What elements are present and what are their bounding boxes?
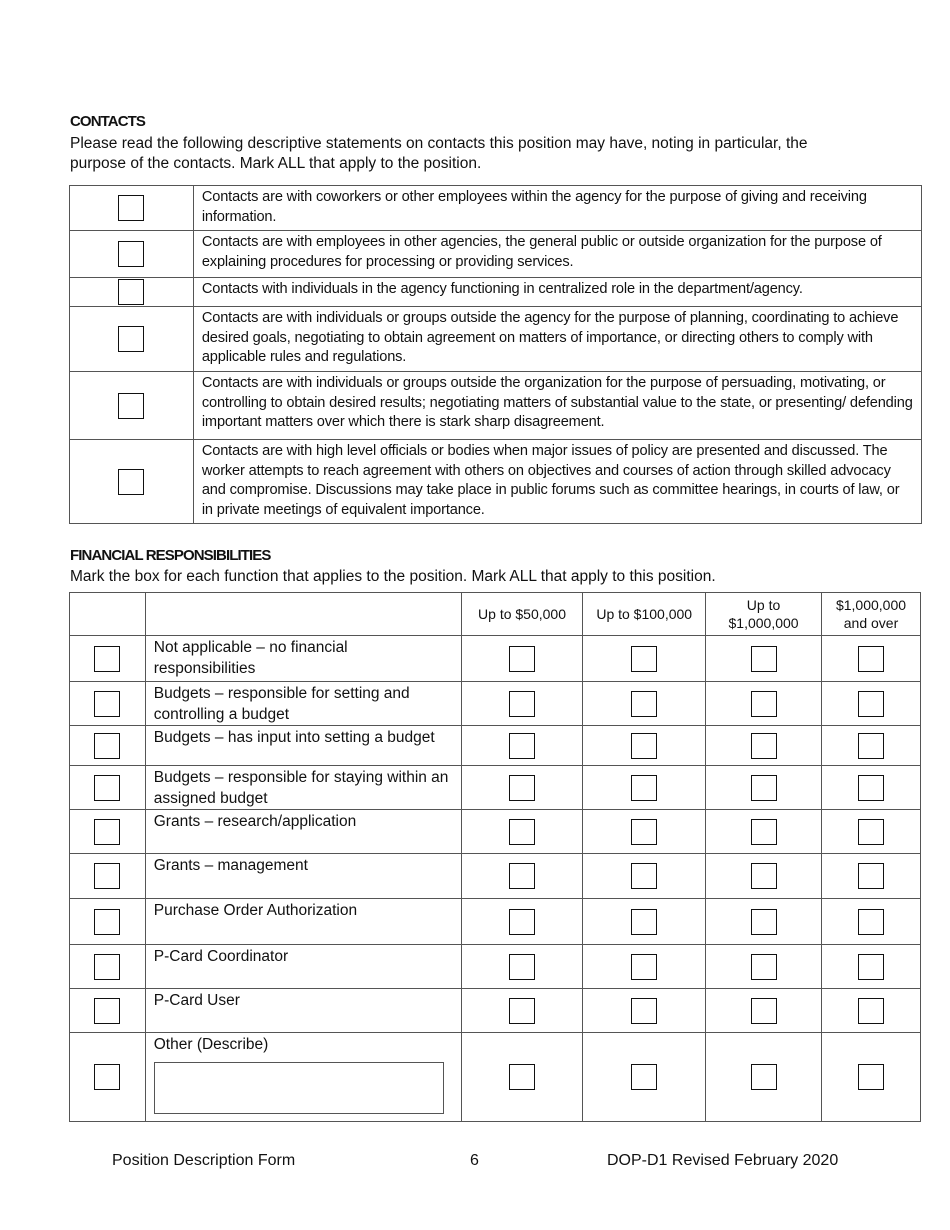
table-row — [70, 899, 921, 945]
table-row — [70, 1033, 921, 1122]
checkbox-pcard-coordinator-50k[interactable] — [509, 954, 535, 980]
footer-revision: DOP-D1 Revised February 2020 — [607, 1152, 839, 1169]
contacts-checkbox-6[interactable] — [118, 469, 144, 495]
checkbox-budgets-staying-over-1m[interactable] — [858, 775, 884, 801]
row-label-other: Other (Describe) — [153, 1036, 269, 1053]
checkbox-pcard-user-100k[interactable] — [631, 998, 657, 1024]
checkbox-other-50k[interactable] — [509, 1064, 535, 1090]
row-checkbox-pcard-user[interactable] — [94, 998, 120, 1024]
financial-intro: Mark the box for each function that applies to the position. Mark ALL that apply to this position. — [70, 568, 716, 585]
checkbox-not-applicable-50k[interactable] — [509, 646, 535, 672]
table-row — [70, 766, 921, 810]
checkbox-budgets-setting-100k[interactable] — [631, 691, 657, 717]
row-label-purchase-order: Purchase Order Authorization — [145, 899, 461, 945]
checkbox-pcard-user-50k[interactable] — [509, 998, 535, 1024]
column-header-100k: Up to $100,000 — [583, 593, 706, 636]
row-checkbox-budgets-staying[interactable] — [94, 775, 120, 801]
contacts-table — [69, 185, 922, 524]
contacts-checkbox-4[interactable] — [118, 326, 144, 352]
contacts-intro: Please read the following descriptive statements on contacts this position may have, noting in particular, the purpose of the contacts. Mark ALL that apply to the position. — [70, 135, 808, 172]
row-label-pcard-user: P-Card User — [145, 989, 461, 1033]
checkbox-grants-management-over-1m[interactable] — [858, 863, 884, 889]
financial-header-row — [70, 593, 921, 636]
contacts-row-text-6: Contacts are with high level officials or bodies when major issues of policy are presented and discussed. The worker attempts to reach agreement with others on objectives and courses of action through skilled advocacy and compromise. Discussions may take place in public forums such as committee hearings, in courts of law, or in private meetings of equivalent importance. — [193, 440, 921, 524]
row-label-not-applicable: Not applicable – no financial responsibilities — [145, 636, 461, 682]
contacts-row — [70, 372, 922, 440]
checkbox-grants-research-50k[interactable] — [509, 819, 535, 845]
contacts-row-text-3: Contacts with individuals in the agency functioning in centralized role in the department/agency. — [193, 278, 921, 307]
table-row — [70, 682, 921, 726]
checkbox-grants-research-1m[interactable] — [751, 819, 777, 845]
contacts-checkbox-1[interactable] — [118, 195, 144, 221]
row-label-budgets-setting: Budgets – responsible for setting and controlling a budget — [145, 682, 461, 726]
row-checkbox-pcard-coordinator[interactable] — [94, 954, 120, 980]
checkbox-purchase-order-50k[interactable] — [509, 909, 535, 935]
checkbox-budgets-staying-1m[interactable] — [751, 775, 777, 801]
other-describe-field[interactable] — [154, 1062, 444, 1114]
checkbox-purchase-order-over-1m[interactable] — [858, 909, 884, 935]
row-label-grants-research: Grants – research/application — [145, 810, 461, 854]
contacts-row — [70, 307, 922, 372]
financial-table — [69, 592, 921, 1122]
checkbox-grants-management-50k[interactable] — [509, 863, 535, 889]
financial-heading: FINANCIAL RESPONSIBILITIES — [70, 547, 271, 564]
column-header-over-1m: $1,000,000 and over — [822, 593, 921, 636]
contacts-row — [70, 231, 922, 278]
checkbox-pcard-coordinator-100k[interactable] — [631, 954, 657, 980]
checkbox-budgets-input-1m[interactable] — [751, 733, 777, 759]
contacts-heading: CONTACTS — [70, 113, 146, 130]
row-label-budgets-input: Budgets – has input into setting a budget — [145, 726, 461, 766]
row-label-grants-management: Grants – management — [145, 854, 461, 899]
checkbox-other-over-1m[interactable] — [858, 1064, 884, 1090]
row-label-pcard-coordinator: P-Card Coordinator — [145, 945, 461, 989]
checkbox-grants-management-100k[interactable] — [631, 863, 657, 889]
row-checkbox-budgets-setting[interactable] — [94, 691, 120, 717]
checkbox-pcard-coordinator-1m[interactable] — [751, 954, 777, 980]
checkbox-purchase-order-100k[interactable] — [631, 909, 657, 935]
table-row — [70, 810, 921, 854]
table-row — [70, 945, 921, 989]
checkbox-grants-research-over-1m[interactable] — [858, 819, 884, 845]
row-checkbox-not-applicable[interactable] — [94, 646, 120, 672]
checkbox-budgets-setting-50k[interactable] — [509, 691, 535, 717]
contacts-row-text-1: Contacts are with coworkers or other employees within the agency for the purpose of giving and receiving information. — [193, 186, 921, 231]
table-row — [70, 854, 921, 899]
table-row — [70, 989, 921, 1033]
checkbox-other-1m[interactable] — [751, 1064, 777, 1090]
contacts-row — [70, 186, 922, 231]
footer-page-number: 6 — [470, 1152, 479, 1169]
checkbox-not-applicable-100k[interactable] — [631, 646, 657, 672]
table-row — [70, 726, 921, 766]
row-checkbox-grants-management[interactable] — [94, 863, 120, 889]
contacts-checkbox-3[interactable] — [118, 279, 144, 305]
checkbox-budgets-setting-1m[interactable] — [751, 691, 777, 717]
checkbox-grants-research-100k[interactable] — [631, 819, 657, 845]
checkbox-budgets-input-over-1m[interactable] — [858, 733, 884, 759]
checkbox-budgets-staying-100k[interactable] — [631, 775, 657, 801]
contacts-row — [70, 278, 922, 307]
contacts-row-text-5: Contacts are with individuals or groups outside the organization for the purpose of persuading, motivating, or controlling to obtain desired results; negotiating matters of substantial value to the state, or presenting/ defending important matters over which there is stark sharp disagreement. — [193, 372, 921, 440]
checkbox-budgets-staying-50k[interactable] — [509, 775, 535, 801]
contacts-checkbox-5[interactable] — [118, 393, 144, 419]
checkbox-other-100k[interactable] — [631, 1064, 657, 1090]
footer-form-name: Position Description Form — [112, 1152, 296, 1169]
checkbox-budgets-input-50k[interactable] — [509, 733, 535, 759]
checkbox-pcard-user-over-1m[interactable] — [858, 998, 884, 1024]
row-checkbox-other[interactable] — [94, 1064, 120, 1090]
checkbox-not-applicable-1m[interactable] — [751, 646, 777, 672]
table-row — [70, 636, 921, 682]
contacts-row — [70, 440, 922, 524]
checkbox-pcard-coordinator-over-1m[interactable] — [858, 954, 884, 980]
contacts-row-text-4: Contacts are with individuals or groups outside the agency for the purpose of planning, coordinating to achieve desired goals, negotiating to obtain agreement on matters of importance, or directing others to comply with applicable rules and regulations. — [193, 307, 921, 372]
row-checkbox-grants-research[interactable] — [94, 819, 120, 845]
checkbox-purchase-order-1m[interactable] — [751, 909, 777, 935]
checkbox-not-applicable-over-1m[interactable] — [858, 646, 884, 672]
checkbox-grants-management-1m[interactable] — [751, 863, 777, 889]
row-label-budgets-staying: Budgets – responsible for staying within an assigned budget — [145, 766, 461, 810]
column-header-50k: Up to $50,000 — [461, 593, 583, 636]
column-header-1m: Up to $1,000,000 — [706, 593, 822, 636]
contacts-checkbox-2[interactable] — [118, 241, 144, 267]
checkbox-budgets-setting-over-1m[interactable] — [858, 691, 884, 717]
row-checkbox-purchase-order[interactable] — [94, 909, 120, 935]
contacts-row-text-2: Contacts are with employees in other agencies, the general public or outside organization for the purpose of explaining procedures for processing or providing services. — [193, 231, 921, 278]
row-checkbox-budgets-input[interactable] — [94, 733, 120, 759]
checkbox-budgets-input-100k[interactable] — [631, 733, 657, 759]
checkbox-pcard-user-1m[interactable] — [751, 998, 777, 1024]
